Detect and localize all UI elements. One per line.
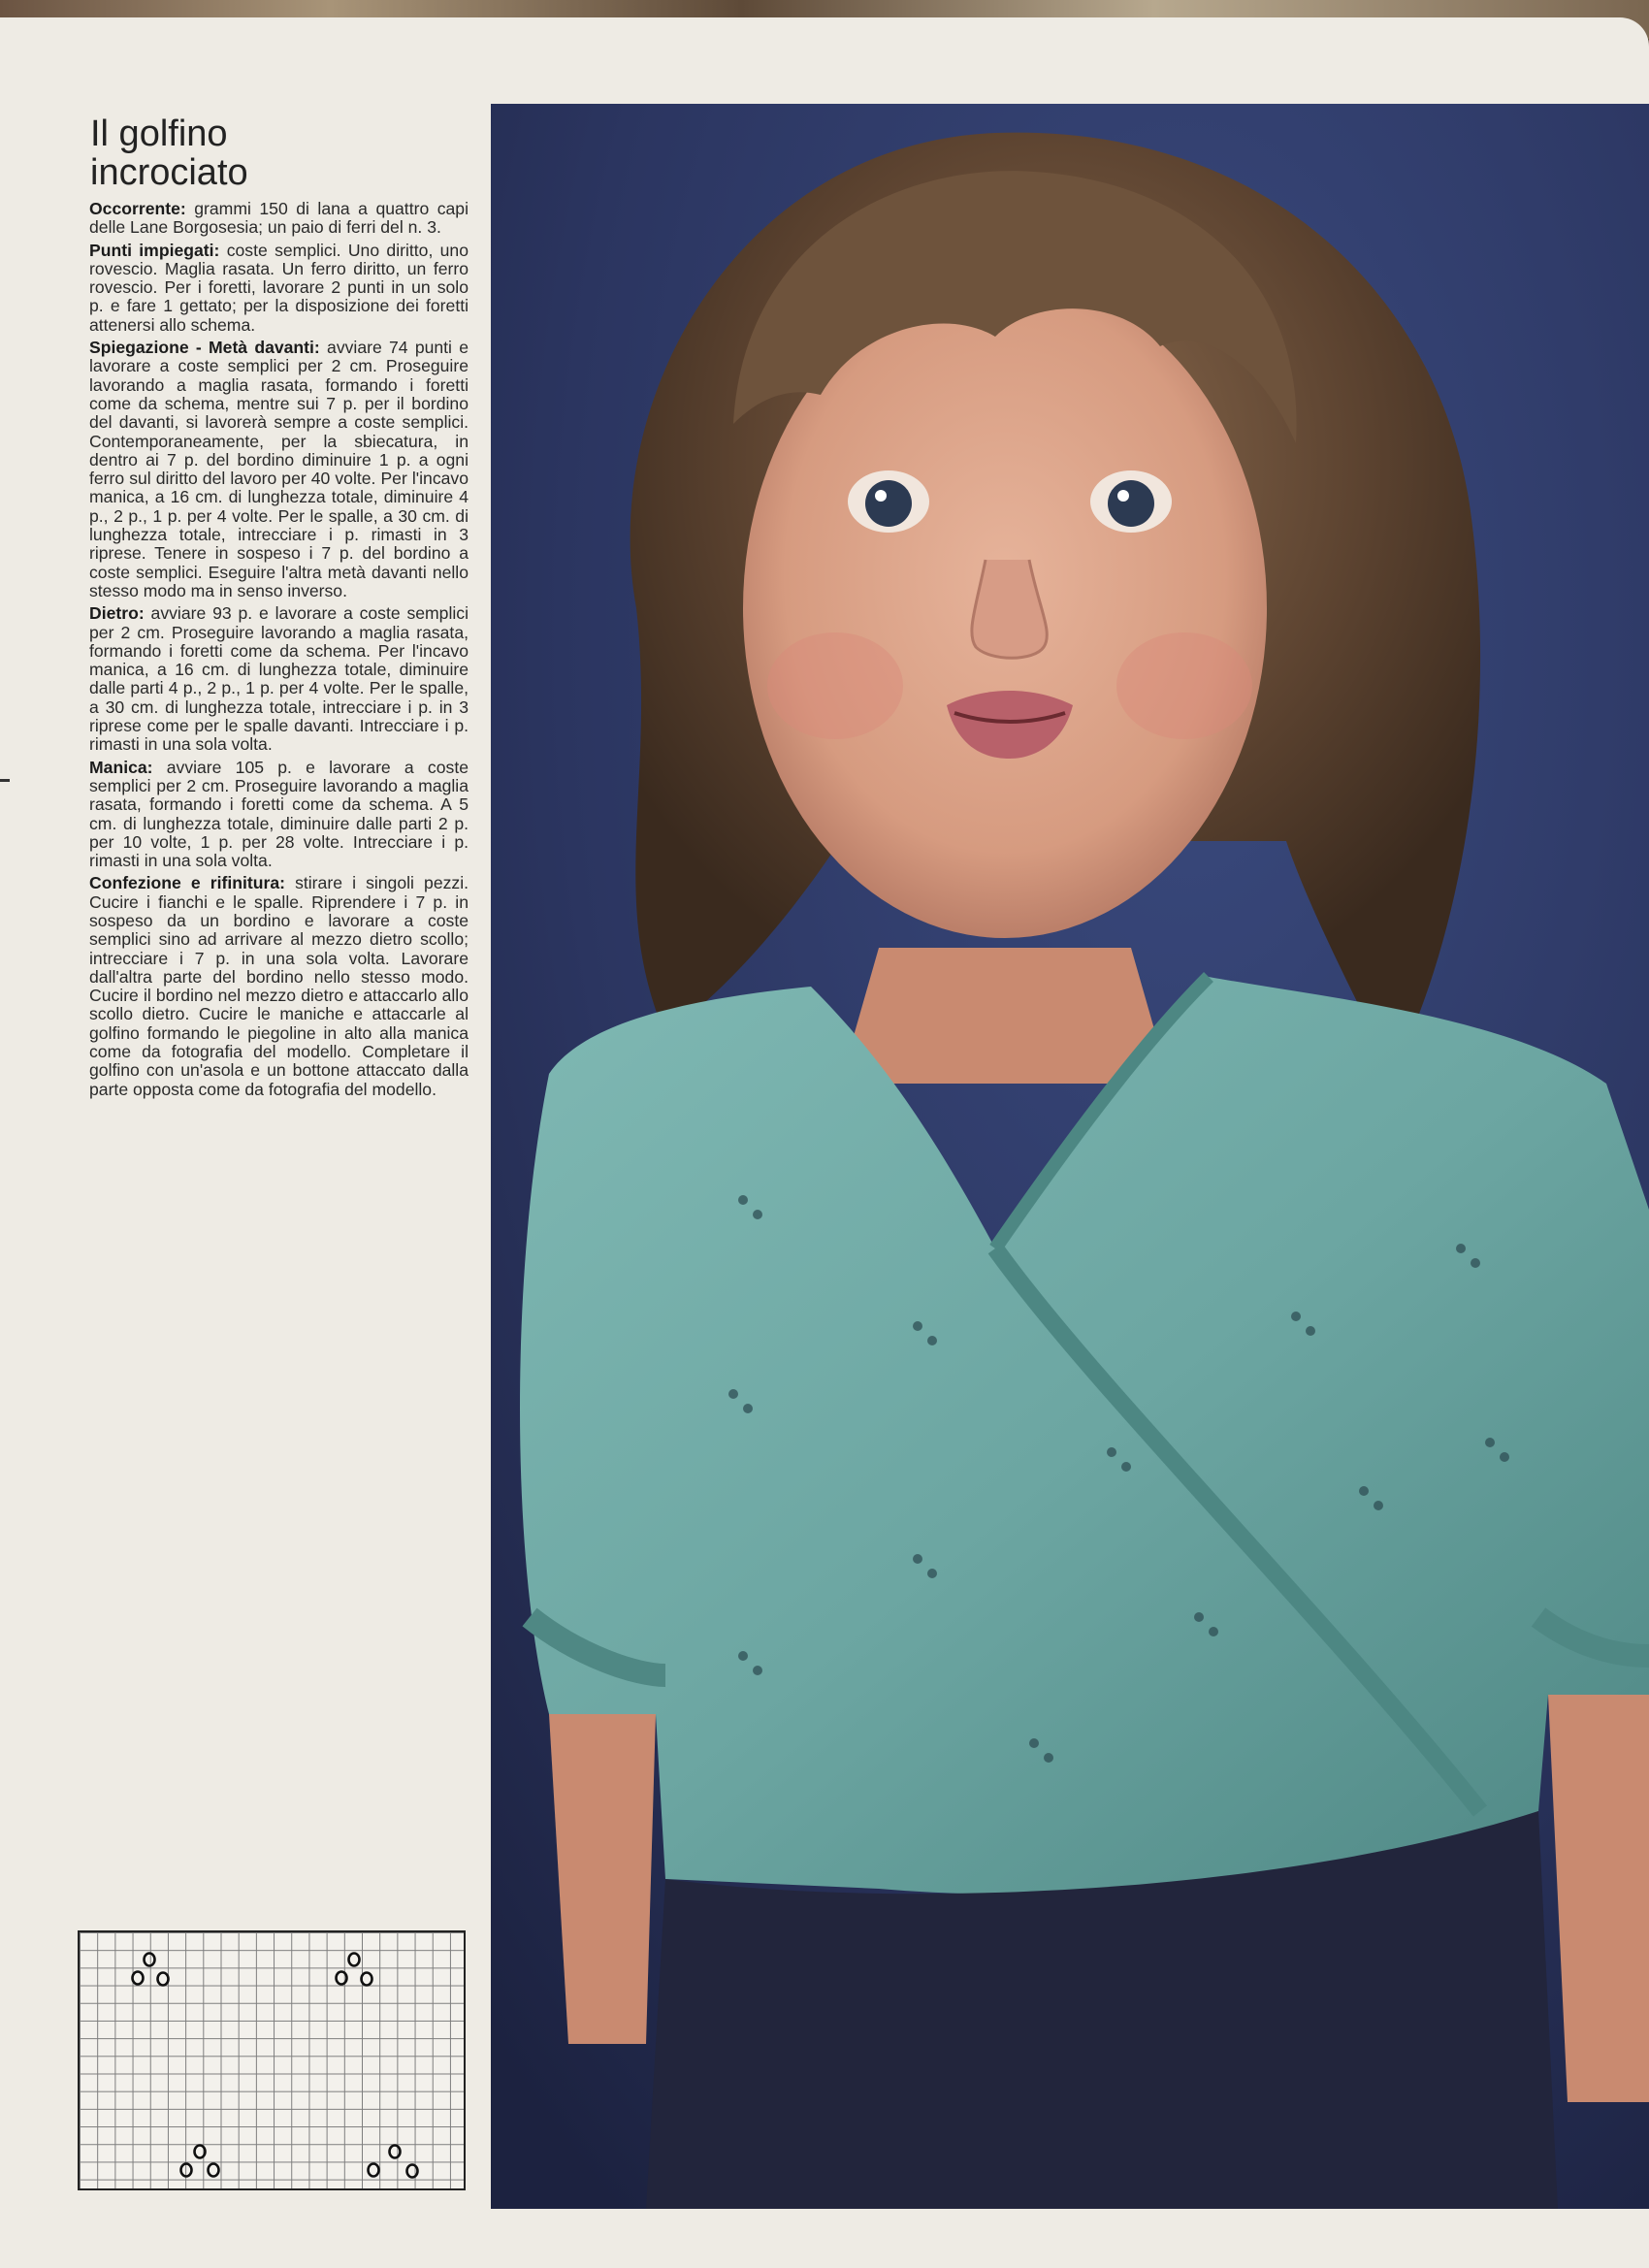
instructions-text bbox=[89, 200, 469, 1103]
section-body: avviare 105 p. e lavorare a coste semplici per 2 cm. Proseguire lavorando a maglia rasata, formando i foretti come da schema. A 5 cm. di lunghezza totale, diminuire dalle parti 2 p. per 10 volte, 1 p. per 28 volte. Intrecciare i p. rimasti in una sola volta. bbox=[89, 757, 469, 871]
section-occorrente bbox=[89, 200, 469, 238]
section-heading: Spiegazione - Metà davanti: bbox=[89, 338, 320, 358]
section-body: grammi 150 di lana a quattro capi delle Lane Borgosesia; un paio di ferri del n. 3. bbox=[89, 199, 469, 238]
section-heading: Dietro: bbox=[89, 603, 145, 624]
child-portrait-photo bbox=[491, 104, 1649, 2209]
eyelet-motif-symbols bbox=[80, 1932, 468, 2192]
edge-mark bbox=[0, 779, 10, 782]
section-confezione bbox=[89, 874, 469, 1099]
eyelet-motif-icon bbox=[337, 1954, 372, 1986]
portrait-illustration bbox=[491, 104, 1649, 2209]
section-manica bbox=[89, 759, 469, 871]
title-line-1: Il golfino bbox=[90, 113, 228, 154]
knitting-chart bbox=[78, 1930, 466, 2190]
section-punti bbox=[89, 242, 469, 335]
section-body: avviare 93 p. e lavorare a coste semplici per 2 cm. Proseguire lavorando a maglia rasata, formando i foretti come da schema. Per l'incavo manica, a 16 cm. di lunghezza totale, diminuire dalle parti 4 p., 2 p., 1 p. per 4 volte. Per le spalle, a 30 cm. di lunghezza totale, intrecciare i p. in 3 riprese come per le spalle davanti. Intrecciare i p. rimasti in una sola volta. bbox=[89, 603, 469, 755]
section-heading: Confezione e rifinitura: bbox=[89, 873, 285, 893]
eyelet-motif-icon bbox=[181, 2146, 219, 2177]
section-heading: Punti impiegati: bbox=[89, 240, 220, 260]
title-line-2: incrociato bbox=[90, 152, 248, 193]
section-body: avviare 74 punti e lavorare a coste semplici per 2 cm. Proseguire lavorando a maglia rasata, formando i foretti come da schema, mentre sui 7 p. per il bordino del davanti, si lavorerà sempre a coste semplici. Contemporaneamente, per la sbiecatura, in dentro ai 7 p. del bordino diminuire 1 p. a ogni ferro sul diritto del lavoro per 40 volte. Per l'incavo manica, a 16 cm. di lunghezza totale, diminuire 4 p., 2 p., 1 p. per 4 volte. Per le spalle, a 30 cm. di lunghezza totale, intrecciare i p. rimasti in 3 riprese. Tenere in sospeso i 7 p. del bordino a coste semplici. Eseguire l'altra metà davanti nello stesso modo ma in senso inverso. bbox=[89, 338, 469, 600]
section-spiegazione bbox=[89, 339, 469, 600]
section-dietro bbox=[89, 604, 469, 754]
eyelet-motif-icon bbox=[133, 1954, 169, 1986]
section-body: coste semplici. Uno diritto, uno rovescio. Maglia rasata. Un ferro diritto, un ferro rovescio. Per i foretti, lavorare 2 punti in un solo p. e fare 1 gettato; per la disposizione dei foretti attenersi allo schema. bbox=[89, 240, 469, 335]
section-heading: Occorrente: bbox=[89, 199, 186, 218]
article-title bbox=[90, 114, 478, 192]
section-heading: Manica: bbox=[89, 757, 153, 777]
section-body: stirare i singoli pezzi. Cucire i fianchi e le spalle. Riprendere i 7 p. in sospeso da un bordino e lavorare a coste semplici sino ad arrivare al mezzo dietro scollo; intrecciare i 7 p. in una sola volta. Lavorare dall'altra parte del bordino nello stesso modo. Cucire il bordino nel mezzo dietro e attaccarlo allo scollo dietro. Cucire le maniche e attaccarle al golfino formando le piegoline in alto alla manica come da fotografia del modello. Completare il golfino con un'asola e un bottone attaccato dalla parte opposta come da fotografia del modello. bbox=[89, 873, 469, 1099]
eyelet-motif-icon bbox=[369, 2146, 418, 2178]
